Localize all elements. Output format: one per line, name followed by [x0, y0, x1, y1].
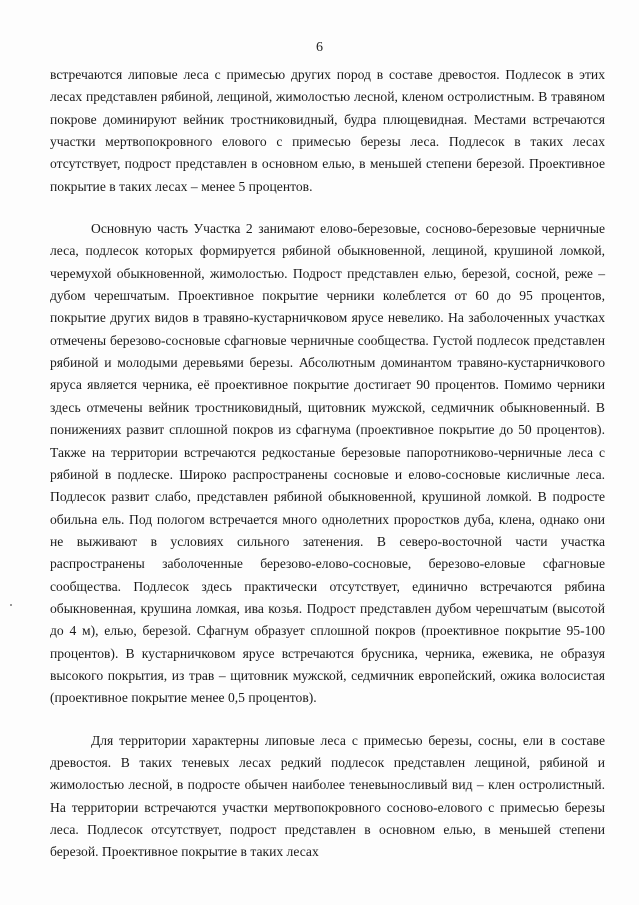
- scan-speck: [10, 604, 12, 606]
- paragraph-spacer: [50, 710, 605, 730]
- body-text: [50, 64, 605, 864]
- page-number: 6: [316, 40, 323, 55]
- paragraph-2: Основную часть Участка 2 занимают елово-березовые, сосново-березовые черничные леса, подлесок которых формируется рябиной обыкновенной, лещиной, крушиной ломкой, черемухой обыкновенной, жимолостью. Подрост представлен елью, березой, сосной, реже – дубом черешчатым. Проективное покрытие черники колеблется от 60 до 95 процентов, покрытие других видов в травяно-кустарничковом ярусе невелико. На заболоченных участках отмечены березово-сосновые сфагновые черничные сообщества. Густой подлесок представлен рябиной и молодыми деревьями березы. Абсолютным доминантом травяно-кустарничкового яруса является черника, её проективное покрытие достигает 90 процентов. Помимо черники здесь отмечены вейник тростниковидный, щитовник мужской, седмичник обыкновенный. В понижениях развит сплошной покров из сфагнума (проективное покрытие до 50 процентов). Также на территории встречаются редкостаные березовые папоротниково-черничные леса с рябиной в подлеске. Широко распространены сосновые и елово-сосновые кисличные леса. Подлесок развит слабо, представлен рябиной обыкновенной, крушиной ломкой. В подросте обильна ель. Под пологом встречается много однолетних проростков дуба, клена, однако они не выживают в условиях сильного затенения. В северо-восточной части участка распространены заболоченные березово-елово-сосновые, березово-еловые сфагновые сообщества. Подлесок здесь практически отсутствует, единично встречаются рябина обыкновенная, крушина ломкая, ива козья. Подрост представлен дубом черешчатым (высотой до 4 м), елью, березой. Сфагнум образует сплошной покров (проективное покрытие 95-100 процентов). В кустарничковом ярусе встречаются брусника, черника, ежевика, не образуя высокого покрытия, из трав – щитовник мужской, седмичник европейский, ожика волосистая (проективное покрытие менее 0,5 процентов).: [50, 221, 605, 706]
- paragraph-3: Для территории характерны липовые леса с примесью березы, сосны, ели в составе древостоя. В таких теневых лесах редкий подлесок представлен лещиной, рябиной и жимолостью лесной, в подросте обычен наиболее теневыносливый вид – клен остролистный. На территории встречаются участки мертвопокровного сосново-елового с примесью березы леса. Подлесок отсутствует, подрост представлен в основном елью, в меньшей степени березой. Проективное покрытие в таких лесах: [50, 732, 605, 860]
- paragraph-1: встречаются липовые леса с примесью других пород в составе древостоя. Подлесок в этих лесах представлен рябиной, лещиной, жимолостью лесной, кленом остролистным. В травяном покрове доминируют вейник тростниковидный, будра плющевидная. Местами встречаются участки мертвопокровного елового с примесью березы леса. Подлесок в таких лесах отсутствует, подрост представлен в основном елью, в меньшей степени березой. Проективное покрытие в таких лесах – менее 5 процентов.: [50, 67, 605, 194]
- paragraph-spacer: [50, 198, 605, 218]
